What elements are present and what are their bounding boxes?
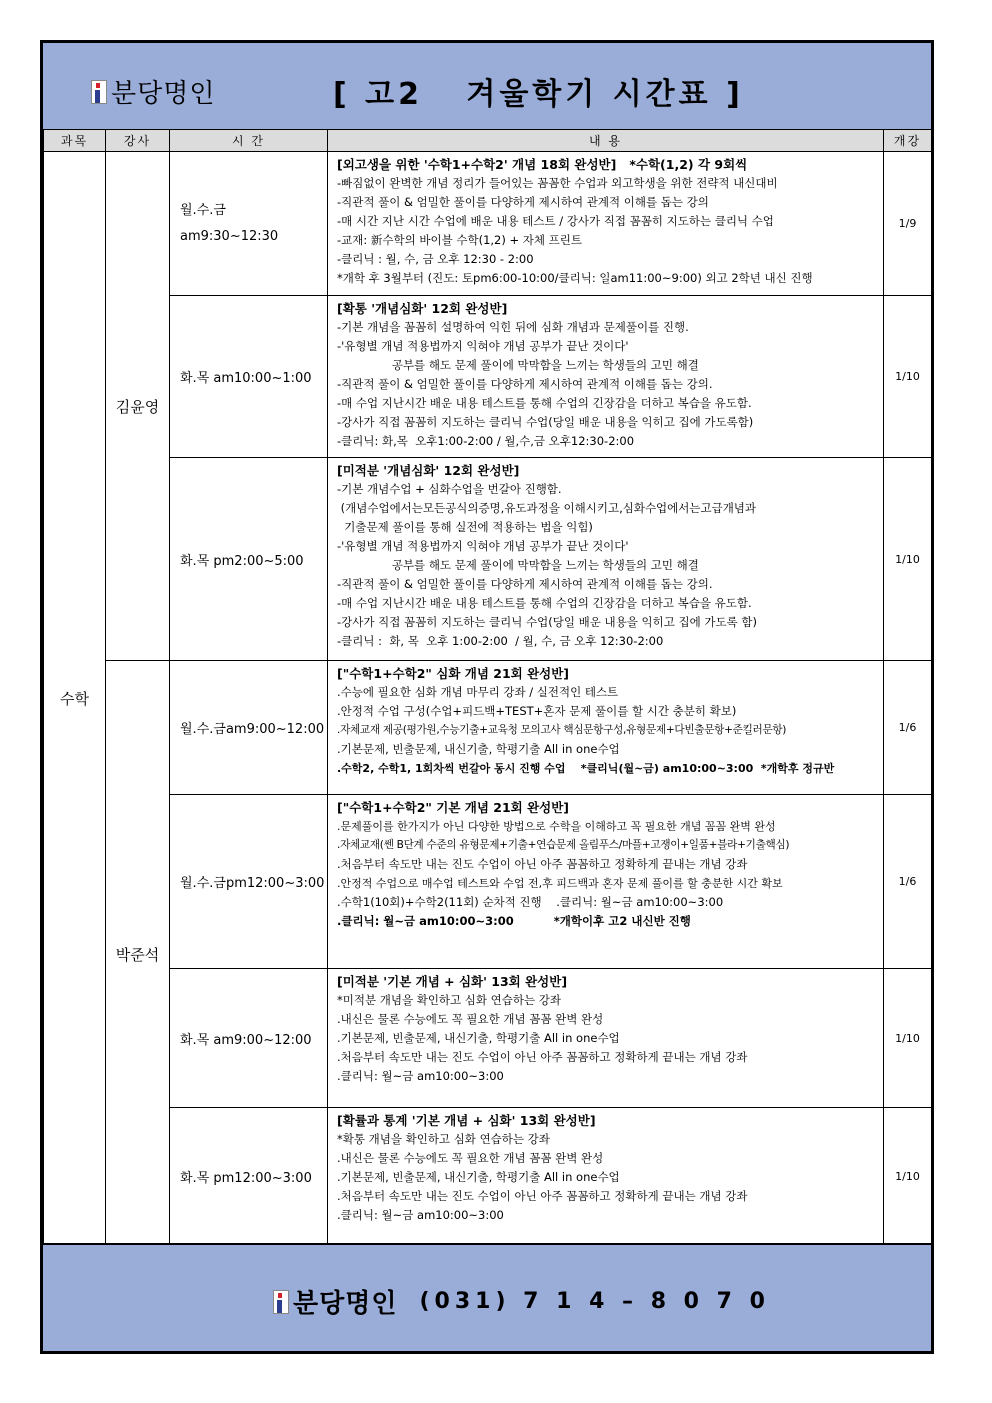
content-line: .내신은 물론 수능에도 꼭 필요한 개념 꼼꼼 완벽 완성 — [337, 1012, 604, 1026]
content-line: -교재: 新수학의 바이블 수학(1,2) + 자체 프린트 — [337, 233, 582, 247]
content-line: -클리닉 : 월, 수, 금 오후 12:30 - 2:00 — [337, 252, 534, 266]
logo-icon — [91, 80, 107, 104]
content-line: -기본 개념수업 + 심화수업을 번갈아 진행함. — [337, 482, 562, 496]
content-line: *미적분 개념을 확인하고 심화 연습하는 강좌 — [337, 993, 561, 1007]
subject-cell: 수학 — [44, 152, 106, 1246]
count-cell: 1/10 — [884, 296, 932, 458]
table-row — [44, 152, 932, 296]
col-count: 개강 — [884, 130, 932, 152]
course-heading: ["수학1+수학2" 기본 개념 21회 완성반] — [337, 800, 570, 815]
content-line: -빠짐없이 완벽한 개념 정리가 들어있는 꼼꼼한 수업과 외고학생을 위한 전략적 내신대비 — [337, 176, 778, 190]
content-line: -강사가 직접 꼼꼼히 지도하는 클리닉 수업(당일 배운 내용을 익히고 집에 가도록 함) — [337, 615, 757, 629]
content-line: .자체교재 제공(평가원,수능기출+교육청 모의고사 핵심문항구성,유형문제+다빈출문항+준킬러문항) — [337, 724, 787, 736]
col-teacher: 강사 — [106, 130, 170, 152]
count-cell: 1/10 — [884, 458, 932, 661]
content-line: -매 시간 지난 시간 수업에 배운 내용 테스트 / 강사가 직접 꼼꼼히 지도하는 클리닉 수업 — [337, 214, 774, 228]
table-row — [44, 1108, 932, 1246]
content-line: .기본문제, 빈출문제, 내신기출, 학평기출 All in one수업 — [337, 742, 620, 756]
time-cell: 화.목 pm12:00~3:00 — [170, 1108, 328, 1246]
col-time: 시 간 — [170, 130, 328, 152]
content-line: .문제풀이를 한가지가 아닌 다양한 방법으로 수학을 이해하고 꼭 필요한 개념 꼼꼼 완벽 완성 — [337, 820, 776, 833]
time-cell: 화.목 pm2:00~5:00 — [170, 458, 328, 661]
content-line: .처음부터 속도만 내는 진도 수업이 아닌 아주 꼼꼼하고 정확하게 끝내는 개념 강좌 — [337, 1189, 748, 1203]
col-content: 내 용 — [328, 130, 884, 152]
content-line: 공부를 해도 문제 풀이에 막막함을 느끼는 학생들의 고민 해결 — [337, 558, 699, 572]
content-line: .안정적 수업 구성(수업+피드백+TEST+혼자 문제 풀이를 할 시간 충분히 확보) — [337, 704, 737, 718]
time-line: am9:30~12:30 — [180, 228, 279, 244]
teacher-cell: 김윤영 — [106, 152, 170, 661]
table-row — [44, 458, 932, 661]
content-line: -매 수업 지난시간 배운 내용 테스트를 통해 수업의 긴장감을 더하고 복습을 유도함. — [337, 396, 752, 410]
content-line: -강사가 직접 꼼꼼히 지도하는 클리닉 수업(당일 배운 내용을 익히고 집에 가도록함) — [337, 415, 754, 429]
content-line: .처음부터 속도만 내는 진도 수업이 아닌 아주 꼼꼼하고 정확하게 끝내는 개념 강좌 — [337, 1050, 748, 1064]
content-cell — [328, 152, 884, 296]
schedule-table — [43, 129, 932, 1246]
content-line: .기본문제, 빈출문제, 내신기출, 학평기출 All in one수업 — [337, 1031, 620, 1045]
count-cell: 1/6 — [884, 795, 932, 969]
content-line: .클리닉: 월~금 am10:00~3:00 — [337, 1069, 504, 1083]
content-line: -직관적 풀이 & 엄밀한 풀이를 다양하게 제시하여 관계적 이해를 돕는 강의. — [337, 377, 713, 391]
content-line: -'유형별 개념 적용법까지 익혀야 개념 공부가 끝난 것이다' — [337, 539, 629, 553]
content-line: .자체교재(쎈 B단계 수준의 유형문제+기출+연습문제 올림푸스/마플+고쟁이+일품+블라+기출핵심) — [337, 839, 790, 851]
content-line: (개념수업에서는모든공식의증명,유도과정을 이해시키고,심화수업에서는고급개념과 — [337, 501, 757, 515]
content-line: -직관적 풀이 & 엄밀한 풀이를 다양하게 제시하여 관계적 이해를 돕는 강의. — [337, 577, 713, 591]
count-cell: 1/9 — [884, 152, 932, 296]
content-cell — [328, 661, 884, 795]
time-cell: 월.수.금pm12:00~3:00 — [170, 795, 328, 969]
table-row — [44, 661, 932, 795]
course-heading: [확률과 통계 '기본 개념 + 심화' 13회 완성반] — [337, 1113, 596, 1128]
time-cell — [170, 152, 328, 296]
page-title: [ 고2 겨울학기 시간표 ] — [333, 77, 744, 112]
footer-banner — [43, 1243, 931, 1351]
table-row — [44, 296, 932, 458]
content-line: .기본문제, 빈출문제, 내신기출, 학평기출 All in one수업 — [337, 1170, 620, 1184]
content-line: 기출문제 풀이를 통해 실전에 적용하는 법을 익힘) — [337, 520, 593, 534]
content-line: .수능에 필요한 심화 개념 마무리 강좌 / 실전적인 테스트 — [337, 685, 619, 699]
content-line: -매 수업 지난시간 배운 내용 테스트를 통해 수업의 긴장감을 더하고 복습을 유도함. — [337, 596, 752, 610]
time-cell: 화.목 am9:00~12:00 — [170, 969, 328, 1108]
time-cell: 화.목 am10:00~1:00 — [170, 296, 328, 458]
content-cell — [328, 296, 884, 458]
course-heading: [미적분 '기본 개념 + 심화' 13회 완성반] — [337, 974, 568, 989]
course-heading: [외고생을 위한 '수학1+수학2' 개념 18회 완성반] *수학(1,2) 각 9회씩 — [337, 157, 748, 172]
content-line: *확통 개념을 확인하고 심화 연습하는 강좌 — [337, 1132, 550, 1146]
teacher-cell: 박준석 — [106, 661, 170, 1246]
time-line: 월.수.금 — [180, 202, 226, 218]
phone-number: (031) 7 1 4 – 8 0 7 0 — [419, 1289, 770, 1314]
course-heading: [미적분 '개념심화' 12회 완성반] — [337, 463, 520, 478]
content-line: .내신은 물론 수능에도 꼭 필요한 개념 꼼꼼 완벽 완성 — [337, 1151, 604, 1165]
content-line: -클리닉 : 화, 목 오후 1:00-2:00 / 월, 수, 금 오후 12:30-2:00 — [337, 634, 664, 648]
content-cell — [328, 1108, 884, 1246]
content-line: -직관적 풀이 & 엄밀한 풀이를 다양하게 제시하여 관계적 이해를 돕는 강의 — [337, 195, 709, 209]
content-cell — [328, 969, 884, 1108]
academy-logo — [91, 73, 215, 110]
content-line: -기본 개념을 꼼꼼히 설명하여 익힌 뒤에 심화 개념과 문제풀이를 진행. — [337, 320, 689, 334]
table-row — [44, 969, 932, 1108]
logo-icon — [273, 1290, 289, 1314]
count-cell: 1/10 — [884, 969, 932, 1108]
content-line: 공부를 해도 문제 풀이에 막막함을 느끼는 학생들의 고민 해결 — [337, 358, 699, 372]
count-cell: 1/10 — [884, 1108, 932, 1246]
content-line: .수학1(10회)+수학2(11회) 순차적 진행 .클리닉: 월~금 am10:00~3:00 — [337, 895, 724, 909]
content-line: .수학2, 수학1, 1회차씩 번갈아 동시 진행 수업 *클리닉(월~금) am10:00~3:00 *개학후 정규반 — [337, 762, 835, 775]
content-line: *개학 후 3월부터 (진도: 토pm6:00-10:00/클리닉: 일am11:00~9:00) 외고 2학년 내신 진행 — [337, 271, 813, 285]
content-line: -클리닉: 화,목 오후1:00-2:00 / 월,수,금 오후12:30-2:00 — [337, 434, 635, 448]
footer-logo — [273, 1283, 770, 1320]
content-line: .클리닉: 월~금 am10:00~3:00 — [337, 1208, 504, 1222]
content-cell — [328, 795, 884, 969]
timetable-sheet — [40, 40, 934, 1354]
content-cell — [328, 458, 884, 661]
footer-logo-text: 분당명인 — [293, 1289, 398, 1319]
content-line: -'유형별 개념 적용법까지 익혀야 개념 공부가 끝난 것이다' — [337, 339, 629, 353]
time-cell: 월.수.금am9:00~12:00 — [170, 661, 328, 795]
content-line: .처음부터 속도만 내는 진도 수업이 아닌 아주 꼼꼼하고 정확하게 끝내는 개념 강좌 — [337, 857, 748, 871]
course-heading: ["수학1+수학2" 심화 개념 21회 완성반] — [337, 666, 570, 681]
content-line: .클리닉: 월~금 am10:00~3:00 *개학이후 고2 내신반 진행 — [337, 914, 691, 928]
logo-text: 분당명인 — [111, 79, 216, 109]
count-cell: 1/6 — [884, 661, 932, 795]
course-heading: [확통 '개념심화' 12회 완성반] — [337, 301, 508, 316]
content-line: .안정적 수업으로 매수업 테스트와 수업 전,후 피드백과 혼자 문제 풀이를 할 충분한 시간 확보 — [337, 877, 783, 890]
table-row — [44, 795, 932, 969]
table-header-row — [44, 130, 932, 152]
header-banner — [43, 43, 931, 131]
col-subject: 과목 — [44, 130, 106, 152]
